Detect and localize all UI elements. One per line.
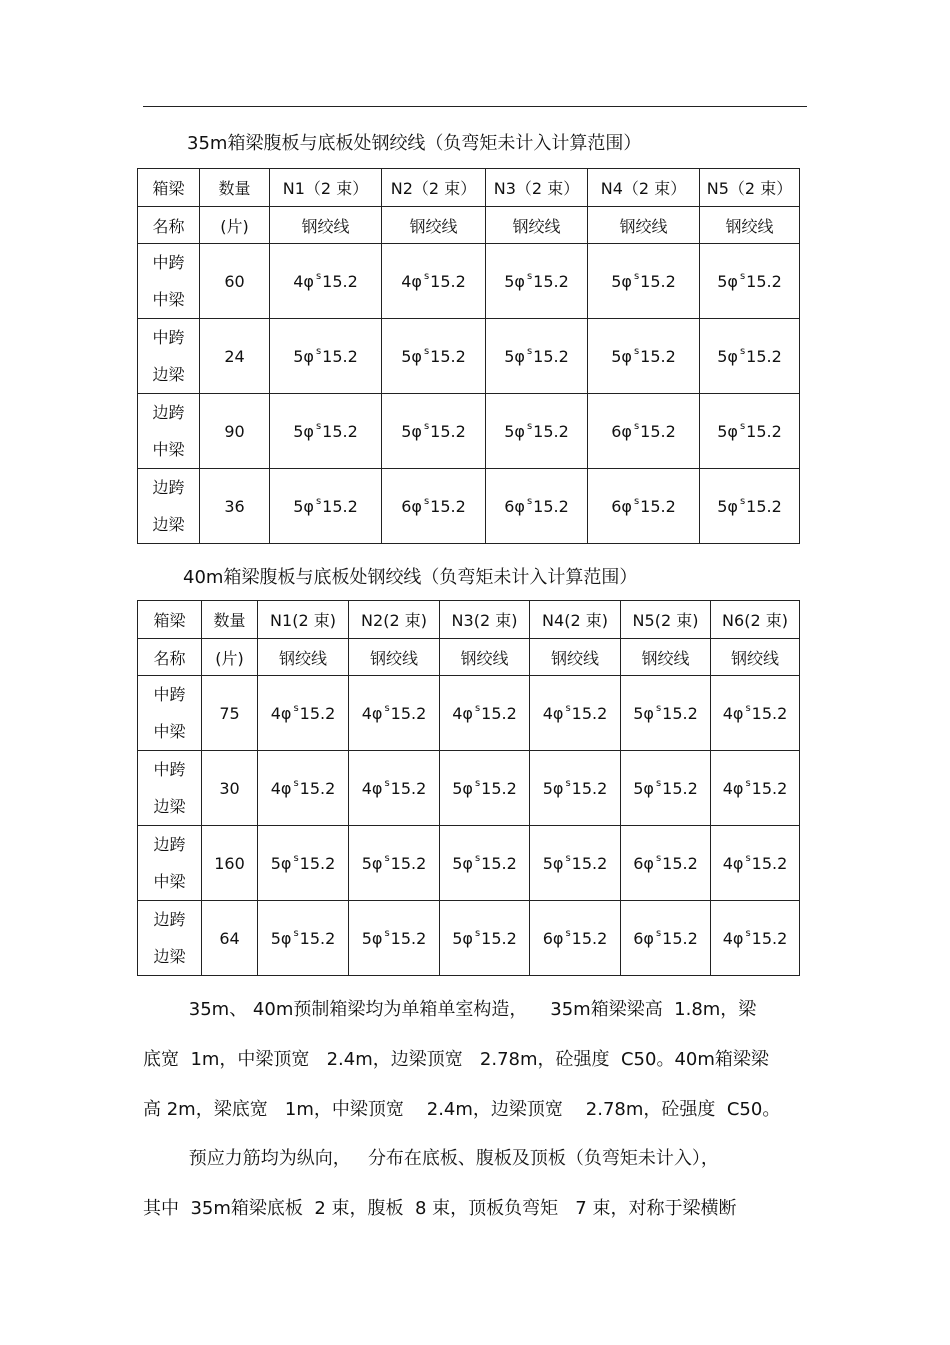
- strand-superscript: s: [565, 777, 571, 789]
- strand-cell: [530, 676, 621, 751]
- girder-name-bottom: 中梁: [152, 440, 185, 459]
- strand-diameter: 15.2: [533, 421, 569, 441]
- strand-count: 5φ: [293, 496, 314, 516]
- table-35m-strands: [137, 168, 800, 544]
- strand-count: 5φ: [611, 271, 632, 291]
- girder-name-cell: [138, 469, 200, 544]
- strand-diameter: 15.2: [322, 346, 358, 366]
- strand-superscript: s: [655, 702, 662, 714]
- header-col-n6: N6(2 束): [711, 601, 800, 639]
- strand-diameter: 15.2: [430, 346, 466, 366]
- strand-cell: [258, 826, 349, 901]
- header-col-n4: N4(2 束): [530, 601, 621, 639]
- girder-name-cell: [138, 676, 202, 751]
- body-paragraph-line: 预应力筋均为纵向， 分布在底板、腹板及顶板（负弯矩未计入），: [143, 1148, 719, 1169]
- strand-count: 4φ: [722, 778, 744, 798]
- strand-diameter: 15.2: [640, 496, 676, 516]
- header-qty-bottom: (片): [202, 639, 258, 676]
- strand-superscript: s: [745, 777, 751, 789]
- header-sub: 钢绞线: [588, 207, 700, 244]
- strand-superscript: s: [384, 702, 390, 714]
- strand-cell: [621, 751, 711, 826]
- strand-superscript: s: [526, 345, 533, 357]
- quantity-cell: 90: [200, 394, 270, 469]
- strand-diameter: 15.2: [571, 928, 608, 948]
- header-qty-top: 数量: [200, 169, 270, 207]
- strand-count: 5φ: [361, 928, 383, 948]
- strand-diameter: 15.2: [481, 703, 517, 723]
- girder-name-cell: [138, 901, 202, 976]
- strand-diameter: 15.2: [430, 496, 466, 516]
- strand-diameter: 15.2: [746, 346, 782, 366]
- table-row: [138, 244, 800, 319]
- strand-count: 5φ: [452, 928, 473, 948]
- strand-superscript: s: [293, 927, 299, 939]
- strand-count: 5φ: [633, 703, 654, 723]
- strand-superscript: s: [745, 702, 751, 714]
- strand-diameter: 15.2: [662, 703, 698, 723]
- header-col-n5: N5(2 束): [621, 601, 711, 639]
- strand-superscript: s: [633, 270, 640, 282]
- strand-diameter: 15.2: [533, 496, 569, 516]
- strand-diameter: 15.2: [751, 853, 788, 873]
- girder-name-cell: [138, 826, 202, 901]
- strand-diameter: 15.2: [430, 421, 466, 441]
- quantity-cell: 64: [202, 901, 258, 976]
- strand-count: 6φ: [504, 496, 525, 516]
- strand-diameter: 15.2: [390, 703, 427, 723]
- strand-cell: [530, 751, 621, 826]
- table-row: [138, 394, 800, 469]
- strand-count: 5φ: [270, 853, 292, 873]
- strand-count: 6φ: [611, 421, 632, 441]
- quantity-cell: 160: [202, 826, 258, 901]
- table-40m-strands: [137, 600, 800, 976]
- quantity-cell: 36: [200, 469, 270, 544]
- strand-diameter: 15.2: [571, 703, 608, 723]
- strand-count: 4φ: [722, 853, 744, 873]
- body-paragraph-line: 高 2m，梁底宽 1m，中梁顶宽 2.4m，边梁顶宽 2.78m，砼强度 C50。: [143, 1099, 781, 1120]
- girder-name-cell: [138, 394, 200, 469]
- strand-superscript: s: [655, 927, 662, 939]
- strand-cell: [349, 676, 440, 751]
- strand-cell: [270, 244, 382, 319]
- strand-count: 6φ: [633, 928, 654, 948]
- girder-name-top: 边跨: [153, 835, 186, 854]
- strand-diameter: 15.2: [751, 778, 788, 798]
- strand-diameter: 15.2: [299, 928, 336, 948]
- header-name-top: 箱梁: [138, 169, 200, 207]
- strand-count: 6φ: [633, 853, 654, 873]
- strand-count: 4φ: [722, 928, 744, 948]
- strand-cell: [270, 319, 382, 394]
- strand-count: 5φ: [504, 346, 525, 366]
- strand-cell: [258, 751, 349, 826]
- header-sub: 钢绞线: [270, 207, 382, 244]
- girder-name-bottom: 中梁: [153, 872, 186, 891]
- header-col-n3: N3（2 束）: [486, 169, 588, 207]
- strand-superscript: s: [423, 270, 430, 282]
- strand-cell: [530, 901, 621, 976]
- strand-superscript: s: [526, 270, 533, 282]
- strand-cell: [270, 469, 382, 544]
- header-col-n2: N2（2 束）: [382, 169, 486, 207]
- strand-diameter: 15.2: [299, 778, 336, 798]
- strand-count: 4φ: [361, 703, 383, 723]
- strand-superscript: s: [565, 852, 571, 864]
- header-sub: 钢绞线: [258, 639, 349, 676]
- strand-superscript: s: [739, 420, 746, 432]
- strand-diameter: 15.2: [746, 271, 782, 291]
- strand-diameter: 15.2: [533, 346, 569, 366]
- strand-count: 5φ: [401, 346, 422, 366]
- strand-cell: [588, 244, 700, 319]
- header-sub: 钢绞线: [700, 207, 800, 244]
- strand-superscript: s: [739, 495, 746, 507]
- strand-cell: [711, 676, 800, 751]
- strand-diameter: 15.2: [533, 271, 569, 291]
- strand-superscript: s: [474, 927, 481, 939]
- strand-cell: [270, 394, 382, 469]
- strand-count: 4φ: [722, 703, 744, 723]
- strand-diameter: 15.2: [571, 778, 608, 798]
- table-header-row: [138, 169, 800, 207]
- strand-diameter: 15.2: [390, 853, 427, 873]
- strand-superscript: s: [423, 345, 430, 357]
- strand-count: 5φ: [717, 271, 738, 291]
- strand-cell: [486, 469, 588, 544]
- strand-cell: [382, 469, 486, 544]
- header-name-bottom: 名称: [138, 639, 202, 676]
- table-header-row: [138, 601, 800, 639]
- strand-cell: [349, 751, 440, 826]
- strand-superscript: s: [474, 852, 481, 864]
- body-paragraph-line: 底宽 1m，中梁顶宽 2.4m，边梁顶宽 2.78m，砼强度 C50。40m箱梁梁: [143, 1049, 769, 1070]
- strand-cell: [588, 469, 700, 544]
- quantity-cell: 75: [202, 676, 258, 751]
- strand-superscript: s: [293, 852, 299, 864]
- strand-count: 6φ: [611, 496, 632, 516]
- girder-name-bottom: 边梁: [153, 947, 186, 966]
- strand-count: 4φ: [452, 703, 473, 723]
- strand-diameter: 15.2: [299, 853, 336, 873]
- strand-superscript: s: [633, 420, 640, 432]
- strand-diameter: 15.2: [322, 496, 358, 516]
- strand-superscript: s: [423, 495, 430, 507]
- girder-name-bottom: 边梁: [153, 797, 186, 816]
- strand-cell: [440, 826, 530, 901]
- strand-superscript: s: [315, 345, 322, 357]
- strand-count: 5φ: [611, 346, 632, 366]
- header-col-n3: N3(2 束): [440, 601, 530, 639]
- header-sub: 钢绞线: [440, 639, 530, 676]
- strand-cell: [440, 751, 530, 826]
- strand-superscript: s: [315, 420, 322, 432]
- table-row: [138, 751, 800, 826]
- strand-count: 5φ: [717, 496, 738, 516]
- strand-count: 4φ: [270, 703, 292, 723]
- strand-count: 4φ: [293, 271, 314, 291]
- strand-cell: [382, 319, 486, 394]
- strand-count: 6φ: [401, 496, 422, 516]
- strand-cell: [530, 826, 621, 901]
- body-paragraph-line: 其中 35m箱梁底板 2 束，腹板 8 束，顶板负弯矩 7 束，对称于梁横断: [143, 1198, 737, 1219]
- strand-count: 5φ: [542, 853, 564, 873]
- header-col-n4: N4（2 束）: [588, 169, 700, 207]
- strand-superscript: s: [745, 927, 751, 939]
- strand-superscript: s: [655, 852, 662, 864]
- strand-count: 5φ: [717, 346, 738, 366]
- girder-name-top: 边跨: [152, 403, 185, 422]
- strand-superscript: s: [293, 777, 299, 789]
- header-name-bottom: 名称: [138, 207, 200, 244]
- strand-count: 6φ: [542, 928, 564, 948]
- header-sub: 钢绞线: [711, 639, 800, 676]
- strand-superscript: s: [565, 702, 571, 714]
- strand-superscript: s: [739, 270, 746, 282]
- strand-diameter: 15.2: [390, 928, 427, 948]
- strand-superscript: s: [384, 777, 390, 789]
- strand-superscript: s: [745, 852, 751, 864]
- strand-count: 5φ: [270, 928, 292, 948]
- strand-superscript: s: [633, 345, 640, 357]
- header-sub: 钢绞线: [486, 207, 588, 244]
- strand-cell: [382, 394, 486, 469]
- strand-cell: [588, 319, 700, 394]
- quantity-cell: 60: [200, 244, 270, 319]
- header-col-n5: N5（2 束）: [700, 169, 800, 207]
- strand-cell: [440, 901, 530, 976]
- strand-diameter: 15.2: [390, 778, 427, 798]
- body-paragraph-line: 35m、 40m预制箱梁均为单箱单室构造， 35m箱梁梁高 1.8m，梁: [143, 999, 757, 1020]
- strand-cell: [621, 676, 711, 751]
- strand-diameter: 15.2: [751, 928, 788, 948]
- strand-cell: [711, 901, 800, 976]
- quantity-cell: 24: [200, 319, 270, 394]
- strand-diameter: 15.2: [662, 928, 698, 948]
- girder-name-top: 中跨: [152, 328, 185, 347]
- strand-diameter: 15.2: [751, 703, 788, 723]
- strand-cell: [711, 826, 800, 901]
- strand-diameter: 15.2: [430, 271, 466, 291]
- header-sub: 钢绞线: [349, 639, 440, 676]
- strand-diameter: 15.2: [322, 421, 358, 441]
- table-row: [138, 319, 800, 394]
- strand-diameter: 15.2: [662, 853, 698, 873]
- strand-cell: [382, 244, 486, 319]
- table-subheader-row: [138, 207, 800, 244]
- girder-name-bottom: 边梁: [152, 365, 185, 384]
- strand-cell: [621, 826, 711, 901]
- strand-diameter: 15.2: [571, 853, 608, 873]
- strand-cell: [700, 469, 800, 544]
- strand-diameter: 15.2: [640, 346, 676, 366]
- header-sub: 钢绞线: [621, 639, 711, 676]
- strand-superscript: s: [655, 777, 662, 789]
- girder-name-top: 中跨: [153, 685, 186, 704]
- header-col-n2: N2(2 束): [349, 601, 440, 639]
- table-row: [138, 676, 800, 751]
- girder-name-top: 边跨: [153, 910, 186, 929]
- strand-cell: [588, 394, 700, 469]
- girder-name-cell: [138, 751, 202, 826]
- table-row: [138, 826, 800, 901]
- strand-diameter: 15.2: [746, 421, 782, 441]
- table-subheader-row: [138, 639, 800, 676]
- header-col-n1: N1(2 束): [258, 601, 349, 639]
- strand-diameter: 15.2: [640, 421, 676, 441]
- strand-count: 4φ: [270, 778, 292, 798]
- header-sub: 钢绞线: [382, 207, 486, 244]
- strand-count: 5φ: [293, 346, 314, 366]
- girder-name-top: 中跨: [152, 253, 185, 272]
- strand-cell: [486, 319, 588, 394]
- strand-superscript: s: [526, 495, 533, 507]
- strand-diameter: 15.2: [481, 853, 517, 873]
- girder-name-bottom: 中梁: [153, 722, 186, 741]
- strand-cell: [700, 244, 800, 319]
- header-col-n1: N1（2 束）: [270, 169, 382, 207]
- strand-count: 5φ: [542, 778, 564, 798]
- table-row: [138, 469, 800, 544]
- strand-superscript: s: [315, 495, 322, 507]
- strand-count: 4φ: [401, 271, 422, 291]
- strand-superscript: s: [565, 927, 571, 939]
- strand-diameter: 15.2: [481, 778, 517, 798]
- girder-name-top: 中跨: [153, 760, 186, 779]
- strand-diameter: 15.2: [662, 778, 698, 798]
- strand-cell: [700, 319, 800, 394]
- strand-count: 5φ: [361, 853, 383, 873]
- strand-count: 5φ: [504, 421, 525, 441]
- strand-diameter: 15.2: [299, 703, 336, 723]
- header-sub: 钢绞线: [530, 639, 621, 676]
- strand-cell: [621, 901, 711, 976]
- strand-superscript: s: [474, 777, 481, 789]
- strand-count: 5φ: [452, 778, 473, 798]
- strand-diameter: 15.2: [746, 496, 782, 516]
- girder-name-bottom: 中梁: [152, 290, 185, 309]
- strand-cell: [486, 394, 588, 469]
- strand-count: 5φ: [401, 421, 422, 441]
- strand-cell: [349, 901, 440, 976]
- girder-name-top: 边跨: [152, 478, 185, 497]
- girder-name-cell: [138, 244, 200, 319]
- table1-caption: 35m箱梁腹板与底板处钢绞线（负弯矩未计入计算范围）: [187, 133, 642, 154]
- strand-superscript: s: [384, 927, 390, 939]
- strand-superscript: s: [739, 345, 746, 357]
- strand-cell: [440, 676, 530, 751]
- strand-count: 5φ: [633, 778, 654, 798]
- strand-diameter: 15.2: [322, 271, 358, 291]
- strand-count: 5φ: [452, 853, 473, 873]
- strand-count: 4φ: [542, 703, 564, 723]
- table-row: [138, 901, 800, 976]
- strand-superscript: s: [384, 852, 390, 864]
- girder-name-bottom: 边梁: [152, 515, 185, 534]
- strand-cell: [711, 751, 800, 826]
- strand-superscript: s: [526, 420, 533, 432]
- strand-superscript: s: [423, 420, 430, 432]
- strand-cell: [349, 826, 440, 901]
- strand-cell: [258, 676, 349, 751]
- quantity-cell: 30: [202, 751, 258, 826]
- strand-superscript: s: [474, 702, 481, 714]
- girder-name-cell: [138, 319, 200, 394]
- strand-diameter: 15.2: [481, 928, 517, 948]
- strand-count: 4φ: [361, 778, 383, 798]
- strand-count: 5φ: [293, 421, 314, 441]
- strand-superscript: s: [315, 270, 322, 282]
- strand-superscript: s: [633, 495, 640, 507]
- strand-cell: [700, 394, 800, 469]
- strand-cell: [486, 244, 588, 319]
- strand-count: 5φ: [504, 271, 525, 291]
- strand-diameter: 15.2: [640, 271, 676, 291]
- header-rule: [143, 106, 807, 107]
- strand-cell: [258, 901, 349, 976]
- table2-caption: 40m箱梁腹板与底板处钢绞线（负弯矩未计入计算范围）: [183, 567, 638, 588]
- strand-count: 5φ: [717, 421, 738, 441]
- strand-superscript: s: [293, 702, 299, 714]
- header-qty-bottom: (片): [200, 207, 270, 244]
- header-name-top: 箱梁: [138, 601, 202, 639]
- header-qty-top: 数量: [202, 601, 258, 639]
